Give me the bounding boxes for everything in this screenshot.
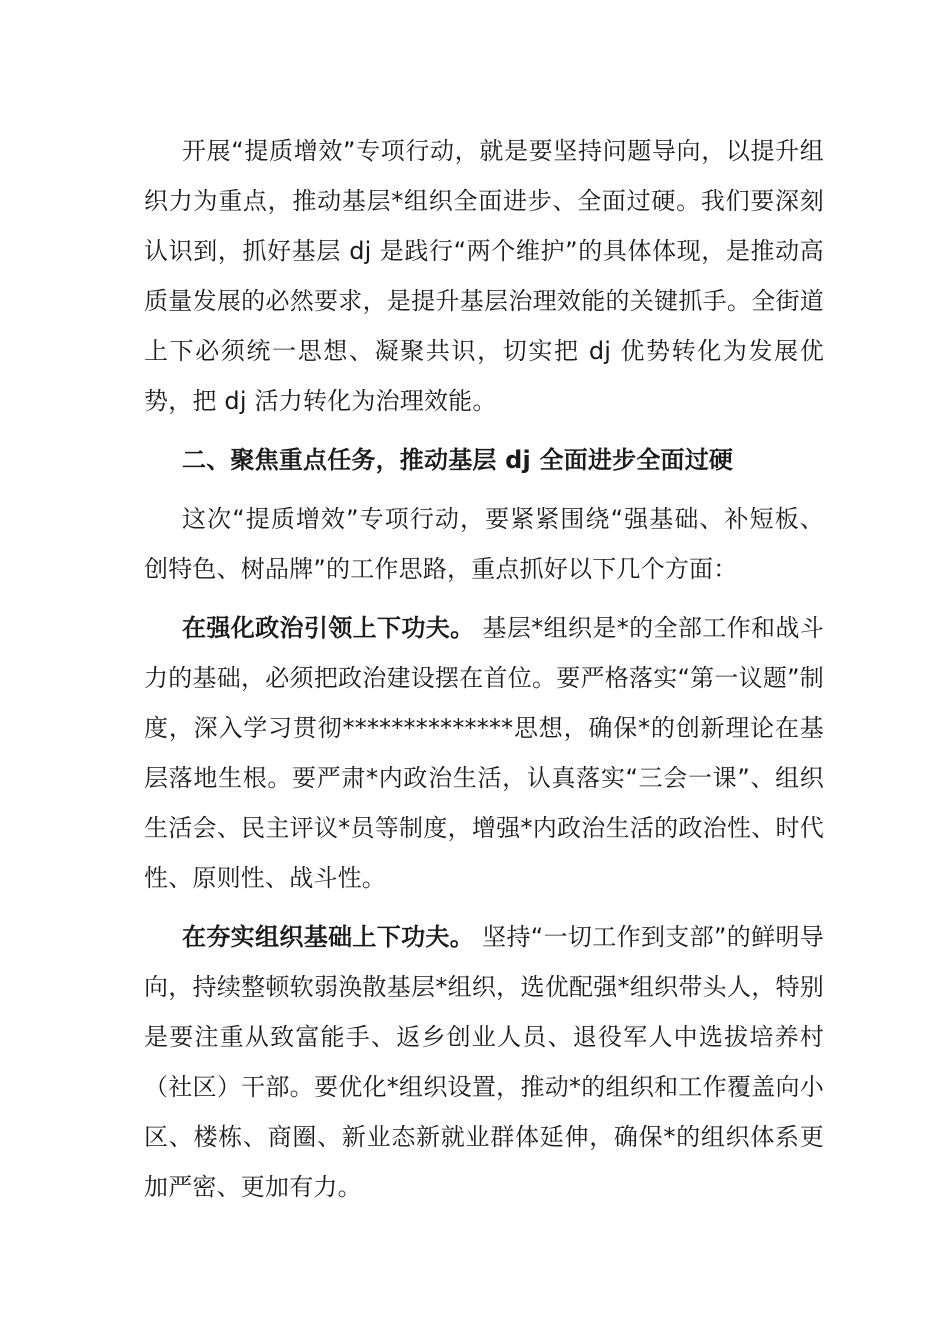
paragraph-text: 坚持“一切工作到支部”的鲜明导向，持续整顿软弱涣散基层*组织，选优配强*组织带头人，特别是要注重从致富能手、返乡创业人员、退役军人中选拔培养村（社区）干部。要优化*组织设置，推动*的组织和工作覆盖向小区、楼栋、商圈、新业态新就业群体延伸，确保*的组织体系更加严密、更加有力。	[144, 923, 824, 1201]
section-heading-text: 二、聚焦重点任务，推动基层 dj 全面进步全面过硬	[182, 446, 734, 474]
paragraph-lead: 在强化政治引领上下功夫。	[182, 614, 475, 642]
paragraph-text: 这次“提质增效”专项行动，要紧紧围绕“强基础、补短板、创特色、树品牌”的工作思路，重点抓好以下几个方面：	[144, 505, 824, 583]
paragraph-overview	[144, 494, 824, 594]
paragraph-political-leadership	[144, 603, 824, 903]
paragraph-text: 开展“提质增效”专项行动，就是要坚持问题导向，以提升组织力为重点，推动基层*组织全面进步、全面过硬。我们要深刻认识到，抓好基层 dj 是践行“两个维护”的具体体现，是推动高质量发展的必然要求，是提升基层治理效能的关键抓手。全街道上下必须统一思想、凝聚共识，切实把 dj 优势转化为发展优势，把 dj 活力转化为治理效能。	[144, 137, 824, 415]
paragraph-text: 基层*组织是*的全部工作和战斗力的基础，必须把政治建设摆在首位。要严格落实“第一议题”制度，深入学习贯彻**************思想，确保*的创新理论在基层落地生根。要严肃*内政治生活，认真落实“三会一课”、组织生活会、民主评议*员等制度，增强*内政治生活的政治性、时代性、原则性、战斗性。	[144, 614, 824, 892]
document-body	[144, 126, 824, 1212]
paragraph-intro	[144, 126, 824, 426]
paragraph-organization-foundation	[144, 912, 824, 1212]
paragraph-lead: 在夯实组织基础上下功夫。	[182, 923, 475, 951]
section-heading	[144, 435, 824, 485]
